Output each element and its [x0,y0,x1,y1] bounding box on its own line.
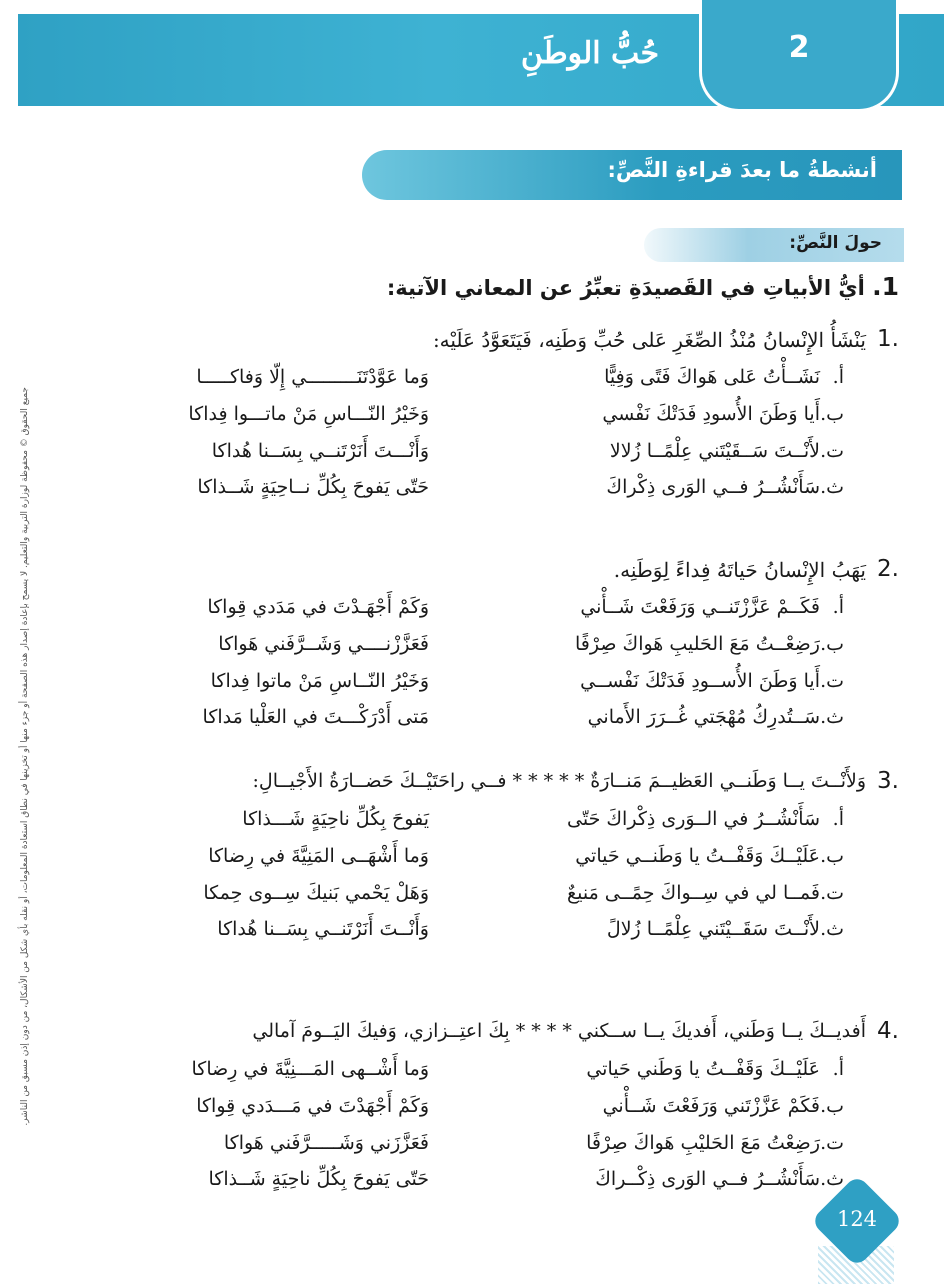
option-first-half: رَضِعْتُ مَعَ الحَليْبِ هَواكَ صِرْفًا [586,1132,820,1154]
option-letter: ب. [820,845,844,867]
option-row [0,670,944,704]
option-first-half: أَيا وَطَنَ الأُسودِ فَدَتْكَ نَفْسي [602,403,820,425]
option-row [0,1132,944,1166]
lesson-title: حُبُّ الوطَنِ [520,36,659,71]
item-prompt: وَلأَنْــتَ يــا وَطَنــي العَظيــمَ مَنــارَةٌ * * * * * فــي راحَتَيْــكَ حَضــارَةُ الأَجْيــالِ: [252,770,866,792]
option-first-half: فَكَمْ عَزَّزْتَني وَرَفَعْتَ شَــأْني [602,1095,820,1117]
option-letter: ث. [820,476,844,498]
option-first-half: فَكَــمْ عَزَّزْتَنــي وَرَفَعْتَ شَــأْني [580,596,820,618]
option-letter: ث. [820,1168,844,1190]
option-second-half: وَأَنْـــتَ أَنَرْتَنــي بِسَــنا هُداكا [211,440,429,462]
option-row [0,1168,944,1202]
option-first-half: سَأَنْشُــرُ فــي الوَرى ذِكْراكَ [606,476,820,498]
option-second-half: وَكَمْ أَجْهَـدْتَ في مَدَدي قِواكا [207,596,429,618]
option-row [0,596,944,630]
option-row [0,476,944,510]
option-letter: ت. [820,670,844,692]
copyright-note: جميع الحقوق © محفوظة لوزارة التربية والتعليم. لا يسمح بإعادة إصدار هذه الصفحة أو جزء منها أو تخزينها في نطاق استعادة المعلومات، أو نقله بأي شكل من الأشكال، من دون إذن مسبق من الناشر. [20,387,30,1126]
subsection-title: حولَ النَّصِّ: [789,233,882,253]
option-letter: ت. [820,882,844,904]
option-second-half: يَفوحَ بِكُلِّ ناحِيَةٍ شَـــذاكا [242,808,429,830]
option-row [0,706,944,740]
option-row [0,918,944,952]
option-row [0,808,944,842]
subsection-pill [644,228,904,262]
option-first-half: لأَنْــتَ سَقَــيْتَني عِلْمًــا زُلالً [606,918,820,940]
option-first-half: عَلَيْــكَ وَقَفْــتُ يا وَطَني حَياتي [586,1058,820,1080]
option-letter: أ. [832,808,844,830]
question-heading [387,272,899,301]
option-letter: ث. [820,918,844,940]
chapter-tab [699,0,899,112]
option-second-half: حَتّى يَفوحَ بِكُلِّ نــاحِيَةٍ شَــذاكا [197,476,429,498]
item-prompt: أَفديــكَ يــا وَطَني، أَفديكَ يــا ســكني * * * * بِكَ اعتِــزازي، وَفيكَ اليَــومَ آمالي [252,1020,866,1042]
option-second-half: وَهَلْ يَحْمي بَنيكَ سِــوى حِمكا [203,882,429,904]
question-number: 1. [872,272,899,301]
option-first-half: سَــتُدرِكُ مُهْجَتي غُــرَرَ الأَماني [587,706,820,728]
option-second-half: حَتّى يَفوحَ بِكُلِّ ناحِيَةٍ شَــذاكا [208,1168,429,1190]
option-first-half: لأَنْــتَ سَــقَيْتَني عِلْمًــا زُلالا [609,440,820,462]
option-row [0,440,944,474]
option-row [0,1095,944,1129]
option-row [0,1058,944,1092]
option-first-half: سَأَنْشُــرُ فــي الوَرى ذِكْــراكَ [595,1168,820,1190]
option-second-half: وَما أَشْــهى المَـــنِيَّةَ في رِضاكا [191,1058,429,1080]
option-row [0,403,944,437]
option-letter: أ. [832,366,844,388]
option-row [0,845,944,879]
option-second-half: وَأَنْــتَ أَنَرْتَنــي بِسَــنا هُداكا [217,918,429,940]
option-second-half: وَخَيْرُ النّـــاسِ مَنْ ماتـــوا فِداكا [188,403,429,425]
item-number: 1. [877,326,899,352]
option-first-half: فَمــا لي في سِــواكَ حِمًــى مَنيعٌ [567,882,820,904]
option-row [0,882,944,916]
option-second-half: مَتى أَدْرَكْـــتَ في العَلْيا مَداكا [202,706,429,728]
item-number: 2. [877,556,899,582]
option-letter: أ. [832,1058,844,1080]
section-title: أنشطةُ ما بعدَ قراءةِ النَّصِّ: [607,158,877,182]
option-first-half: نَشَــأْتُ عَلى هَواكَ فَتًى وَفِيًّا [604,366,820,388]
item-number: 3. [877,768,899,794]
item-prompt: يَنْشَأُ الإِنْسانُ مُنْذُ الصِّغَرِ عَلى حُبِّ وَطَنِه، فَيَتَعَوَّدُ عَلَيْه: [432,328,866,352]
option-second-half: فَعَزَّزَني وَشَـــــرَّفَني هَواكا [223,1132,429,1154]
option-second-half: وَما أَشْهَــى المَنِيَّةَ في رِضاكا [208,845,429,867]
chapter-number: 2 [788,30,810,65]
option-letter: ب. [820,403,844,425]
option-letter: ت. [820,440,844,462]
option-letter: أ. [832,596,844,618]
option-first-half: عَلَيْــكَ وَقَفْــتُ يا وَطَنــي حَياتي [575,845,820,867]
option-first-half: أَيا وَطَنَ الأُســودِ فَدَتْكَ نَفْســي [580,670,820,692]
option-first-half: رَضِعْــتُ مَعَ الحَليبِ هَواكَ صِرْفًا [575,633,820,655]
item-prompt: يَهَبُ الإِنْسانُ حَياتَهُ فِداءً لِوَطَنِه. [613,558,866,582]
option-second-half: فَعَزَّزْنــــي وَشَــرَّفَني هَواكا [218,633,429,655]
option-letter: ب. [820,633,844,655]
option-first-half: سَأَنْشُــرُ في الــوَرى ذِكْراكَ حَتّى [567,808,820,830]
item-number: 4. [877,1018,899,1044]
option-second-half: وَما عَوَّدْتَنَـــــــــي إِلّا وَفاكـــــا [196,366,429,388]
option-row [0,366,944,400]
section-bar [362,150,902,200]
option-letter: ث. [820,706,844,728]
option-second-half: وَخَيْرُ النّــاسِ مَنْ ماتوا فِداكا [210,670,429,692]
page-number: 124 [836,1207,878,1231]
option-second-half: وَكَمْ أَجْهَدْتَ في مَـــدَدي قِواكا [196,1095,429,1117]
option-row [0,633,944,667]
question-text: أيُّ الأبياتِ في القَصيدَةِ تعبِّرُ عن المعاني الآتية: [386,276,865,300]
option-letter: ت. [820,1132,844,1154]
option-letter: ب. [820,1095,844,1117]
